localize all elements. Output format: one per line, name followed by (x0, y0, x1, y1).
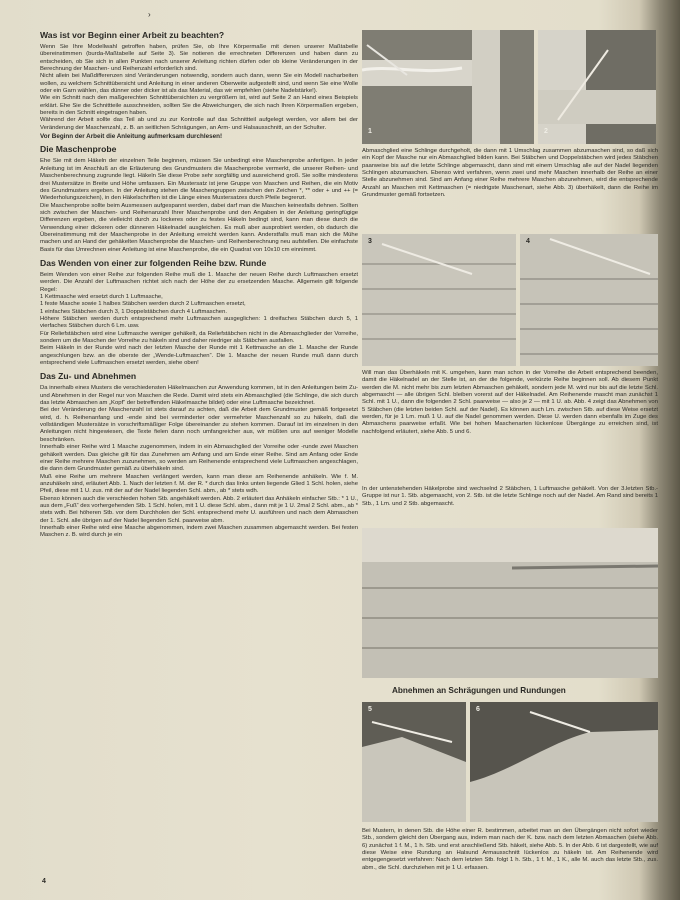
paragraph: 1 feste Masche sowie 1 halbes Stäbchen werden durch 2 Luftmaschen ersetzt, (40, 301, 246, 308)
figure-number: 3 (368, 238, 372, 245)
paragraph: Innerhalb einer Reihe wird 1 Masche zugenommen, indem in ein Abmaschglied der Vorreihe oder -runde zwei Maschen gehäkelt werden. Das gleiche gilt für das Zunehmen am Anfang und am Ende einer Reihe. Sind am Anfang oder Ende einer Reihe mehrere Maschen zuzunehmen, so werden am Reihenende entsprechend viele Luftmaschen angeschlagen, die dann dem Grundmuster gemäß zu überhäkeln sind. (40, 444, 358, 473)
section-gauge (40, 144, 358, 253)
section-heading: Die Maschenprobe (40, 144, 117, 155)
paragraph: Nicht allein bei Maßdifferenzen sind Veränderungen notwendig, sondern auch dann, wenn Sie ein Modell nacharbeiten wollen, zu welchem Schnittübersicht und Anleitung in einer anderen Oberweite aufgestellt sind, und wenn Sie eine Wolle oder ein Garn wählen, das dünner oder dicker ist als das Material, das wir empfehlen (siehe Nadelstärke!). (40, 73, 358, 95)
crochet-photo-1 (362, 30, 534, 144)
crochet-photo-2 (538, 30, 656, 144)
crochet-photo-4 (520, 234, 658, 366)
paragraph: Will man das Überhäkeln mit K. umgehen, kann man schon in der Vorreihe die Arbeit entsprechend beenden, damit die Häkelnadel an der Stelle ist, an der die folgende, verkürzte Reihe beginnen soll. Ab diesem Punkt werden die M. nicht mehr bis zum letzten Abmaschen gehäkelt, sondern jede M. wird nur bis auf die letzte Schl. abgemascht — alle übrigen Schl. bleiben vorerst auf der Häkelnadel. Am Reihenende mascht man zunächst 1 Schl. mit 1 U., dann die folgenden 2 Schl. paarweise — also je 2 — mit 1 U. ab. Abb. 4 zeigt das Abnehmen von 5 Stäbchen (die letzten beiden Schl. auf der Nadel). Es können auch Lm. zwischen Stb. auf diese Weise ersetzt werden, für je 1 Lm. muß 1 U. auf die Nadel genommen werden. Diese U. werden dann ebenfalls im Zuge des Abmaschens paarweise erfaßt. Wie bei hohen Maschenarten lückenlose Übergänge zu erreichen sind, ist nachfolgend erläutert, siehe Abb. 5 und 6. (362, 370, 658, 435)
section-heading: Das Zu- und Abnehmen (40, 371, 137, 382)
paragraph: Die Maschenprobe sollte beim Ausmessen aufgespannt werden, dabei darf man die Maschen keinesfalls dehnen. Sollten sich zwischen der Maschen- und Reihenanzahl Ihrer Maschenprobe und den Angaben in der Anleitung geringfügige Differenzen ergeben, die vielleicht durch zu lockeres oder zu festes Häkeln bedingt sind, kann man diese durch die Verwendung einer dickeren oder dünneren Häkelnadel ausgleichen. Es muß aber ausprobiert werden, ob dadurch die Übereinstimmung mit der Maschenprobe in der Anleitung erreicht werden kann. Anderstfalls muß man sich die Mühe machen und an Hand der gehäkelten Maschenprobe die Maschen- und Reihenberechnung neu aufstellen. Die einfachste Basis für das Umrechnen einer Anleitung ist eine Maschenprobe, die ein Quadrat von 10x10 cm einnimmt. (40, 202, 358, 253)
bold-note: Vor Beginn der Arbeit die Anleitung aufmerksam durchlesen! (40, 133, 223, 141)
left-column (40, 30, 358, 544)
paragraph: Wie ein Schnitt nach den maßgerechten Schnittübersichten zu vergrößern ist, wird auf Seite 2 an Hand eines Beispiels erklärt. Ehe Sie die Schnittteile ausschneiden, sollten Sie die Abweichungen, die sich nach Ihren Körpermaßen ergeben, bereits in den Schnitt eingetragen haben. (40, 95, 358, 117)
section-heading: Was ist vor Beginn einer Arbeit zu beachten? (40, 30, 225, 40)
paragraph: 1 Kettmasche wird ersetzt durch 1 Luftmasche, (40, 293, 163, 300)
paragraph: Abmaschglied eine Schlinge durchgeholt, die dann mit 1 Umschlag zusammen abzumaschen sind, so daß sich ein Kopf der Masche nur ein Abmaschglied bilden kann. Bei Stäbchen und Doppelstäbchen wird jedes Stäbchen paarweise bis auf die letzte Schlinge abgemascht, dann sind mit einem Umschlag alle auf der Nadel liegenden Schlingen abzumaschen. Ebenso wird verfahren, wenn zwei und mehr Maschen innerhalb der Reihe an einer Stelle abzunehmen sind. Sind am Anfang einer Reihe mehrere Maschen abzunehmen, wird die entsprechende Anzahl an Maschen mit Kettmaschen (= niedrigste Maschenart, siehe Abb. 3) überhäkelt, dann die Reihe im Grundmuster gemäß fortsetzen. (362, 148, 658, 199)
paragraph: Innerhalb einer Reihe wird eine Masche abgenommen, indem zwei Maschen zusammen abgemascht werden. Bei festen Maschen z. B. wird durch je ein (40, 524, 358, 539)
page-number: 4 (42, 878, 46, 885)
paragraph: Beim Wenden von einer Reihe zur folgenden Reihe muß die 1. Masche der neuen Reihe durch Luftmaschen ersetzt werden. Die Anzahl der Luftmaschen richtet sich nach der Höhe der zu ersetzenden Masche. Allgemein gilt folgende Regel: (40, 271, 358, 293)
crochet-sample-photo (362, 528, 658, 678)
paragraph: Da innerhalb eines Musters die verschiedensten Häkelmaschen zur Anwendung kommen, ist in den Anleitungen beim Zu- und Abnehmen in der Regel nur von Maschen die Rede. Damit wird stets ein Abmaschglied (die Schlinge, die sich durch das letzte Abmaschen am „Kopf“ der betreffenden Häkelmasche bildet) oder eine Luftmasche bezeichnet. (40, 385, 358, 407)
paragraph: Wenn Sie Ihre Modellwahl getroffen haben, prüfen Sie, ob Ihre Körpermaße mit denen unserer Maßtabelle übereinstimmen (burda-Maßtabelle auf Seite 3). Sie notieren die errechneten Differenzen und haben dann zu entscheiden, ob Sie sich in allen Punkten nach unserer Anleitung richten dürfen oder ob kleine Veränderungen in der Berechnung der Maschen- und Reihenzahl erforderlich sind. (40, 44, 358, 73)
section-increase-decrease (40, 371, 358, 539)
paragraph: Während der Arbeit sollte das Teil ab und zu zur Kontrolle auf das Schnittteil aufgelegt werden, vor allem bei der Veränderung der Maschenzahl, z. B. an seitlichen Schrägungen, an Arm- und Halsausschnitt, an der Schulter. (40, 117, 358, 131)
page-mark: › (148, 10, 151, 19)
figure-number: 4 (526, 238, 530, 245)
subheading: Abnehmen an Schrägungen und Rundungen (392, 686, 566, 695)
paragraph: Beim Häkeln in der Runde wird nach der letzten Masche der Runde mit 1 Kettmasche an die 1. Masche der Runde angeschlungen bzw. an die oberste der „Wende-Luftmaschen“. Die 1. Masche der neuen Runde muß dann durch entsprechend viele Luftmaschen ersetzt werden, siehe oben! (40, 345, 358, 367)
crochet-photo-6 (470, 702, 658, 822)
section-heading: Das Wenden von einer zur folgenden Reihe bzw. Runde (40, 257, 267, 268)
paragraph: 1 einfaches Stäbchen durch 3, 1 Doppelstäbchen durch 4 Luftmaschen. (40, 308, 227, 315)
section-preparation (40, 30, 358, 140)
figure-number: 2 (544, 128, 548, 135)
figure-number: 6 (476, 706, 480, 713)
figure-number: 1 (368, 128, 372, 135)
paragraph: In der untenstehenden Häkelprobe sind wechselnd 2 Stäbchen, 1 Luftmasche gehäkelt. Von der 3.letzten Stb.-Gruppe ist nur 1. Stb. abgemascht, von 2. Stb. ist die letzte Schlinge noch auf der Nadel. Am Rand sind bereits 1 Stb., 1 Lm. und 2 Stb. abgemascht. (362, 486, 658, 507)
paragraph: Bei der Veränderung der Maschenzahl ist stets darauf zu achten, daß die Arbeit dem Grundmuster gemäß fortgesetzt wird, d. h. Reihenanfang und -ende sind bei verminderter oder vermehrter Maschenzahl so zu häkeln, daß die vollständigen Mustersätze in vorschriftsmäßiger Folge übereinander zu stehen kommen. Darauf ist im einzelnen in den Anleitungen nicht hingewiesen, die Texte fielen dann noch umfangreicher aus, wir müßten uns auf weniger Modelle beschränken. (40, 407, 358, 443)
crochet-photo-3 (362, 234, 516, 366)
figure-number: 5 (368, 706, 372, 713)
paragraph: Muß eine Reihe um mehrere Maschen verlängert werden, kann man diese am Reihenende anhäkeln. Wie f. M. anzuhäkeln sind, erläutert Abb. 1. Nach der letzten f. M. der R. * durch das links unten liegende Glied 1 Schl. holen, siehe Pfeil, diese mit 1 U. zus. mit der auf der Nadel liegenden Schl. abm., ab * stets wdh. (40, 473, 358, 495)
paragraph: Höhere Stäbchen werden durch entsprechend mehr Luftmaschen ausgeglichen: 1 dreifaches Stäbchen durch 5, 1 vierfaches Stäbchen durch 6 Lm. usw. (40, 316, 358, 330)
paragraph: Ehe Sie mit dem Häkeln der einzelnen Teile beginnen, müssen Sie unbedingt eine Maschenprobe anfertigen. In jeder Anleitung ist im Anschluß an die Erläuterung des Grundmusters die Maschenprobe vermerkt, die unserer Reihen- und Maschenberechnung zugrunde liegt. Häkeln Sie diese Probe sehr sorgfältig und ausreichend groß. Sie sollte mindestens drei Mustersätze in Breite und Höhe umfassen. Ein Mustersatz ist jene Gruppe von Maschen und Reihen, die ein Motiv des Grundmusters ergeben. In der Anleitung stehen die Maschengruppen zwischen den Zeichen *, ** oder + und ++ (= Wiederholungszeichen), in den Häkelschriften ist die Länge eines Mustersatzes durch Pfeile begrenzt. (40, 158, 358, 202)
paragraph: Für Reliefstäbchen wird eine Luftmasche weniger gehäkelt, da Reliefstäbchen nicht in die Abmaschglieder der Vorreihe, sondern um die Maschen der Vorreihe zu häkeln sind und daher niedriger als Stäbchen ausfallen. (40, 330, 358, 345)
paragraph: Ebenso können auch die verschieden hohen Stb. angehäkelt werden. Abb. 2 erläutert das Anhäkeln einfacher Stb.: * 1 U., aus dem „Fuß“ des vorhergehenden Stb. 1 Schl. holen, mit 1 U. diese Schl. abm., dann mit je 1 U. 2mal 2 Schl. abm., ab * stets wdh. Bei höheren Stb. vor dem Durchholen der Schl. entsprechend mehr U. ausführen und nach dem Abmaschen der 1. Schl. alle übrigen auf der Nadel liegenden Schl. paarweise abm. (40, 495, 358, 524)
paragraph: Bei Mustern, in denen Stb. die Höhe einer R. bestimmen, arbeitet man an den Übergängen nicht sofort wieder Stb., sondern gleicht den Übergang aus, indem man nach der K. bzw. nach dem letzten Abmaschen (siehe Abb. 6) zunächst 1 f. M., 1 h. Stb. und erst anschließend Stb. häkelt, siehe Abb. 5. In der Abb. 6 ist dargestellt, wie auf diese Weise eine Rundung an Halsund Armausschnitt lückenlos zu häkeln ist. Am Reihenende wird entgegengesetzt verfahren: Nach dem letzten Stb. folgt 1 h. Stb., 1 f. M., 1 K., alle M. auch das letzte Stb., zus. abm., die Schl. durchziehen mit je 1 U. erfassen. (362, 828, 658, 871)
section-turning (40, 258, 358, 367)
crochet-photo-5 (362, 702, 466, 822)
